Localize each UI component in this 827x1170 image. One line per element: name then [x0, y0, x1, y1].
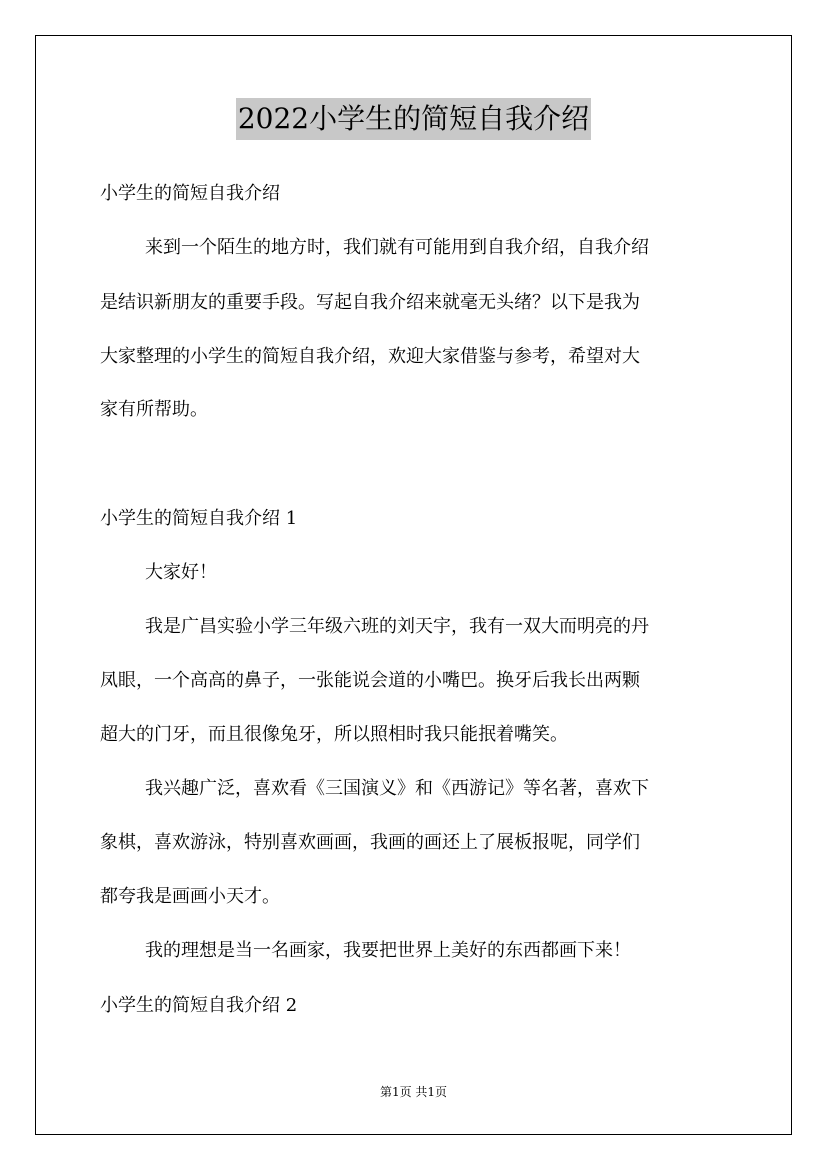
- paragraph-line: 凤眼，一个高高的鼻子，一张能说会道的小嘴巴。换牙后我长出两颗: [100, 670, 640, 691]
- intro-heading: 小学生的简短自我介绍: [100, 183, 280, 204]
- document-title: 2022小学生的简短自我介绍: [236, 98, 591, 140]
- paragraph-line: 大家整理的小学生的简短自我介绍，欢迎大家借鉴与参考，希望对大: [100, 346, 640, 367]
- paragraph-line: 来到一个陌生的地方时，我们就有可能用到自我介绍，自我介绍: [145, 237, 649, 258]
- paragraph-line: 是结识新朋友的重要手段。写起自我介绍来就毫无头绪？以下是我为: [100, 292, 640, 313]
- paragraph-line: 我兴趣广泛，喜欢看《三国演义》和《西游记》等名著，喜欢下: [145, 778, 649, 799]
- section-heading-1: 小学生的简短自我介绍 1: [100, 508, 298, 529]
- paragraph-line: 象棋，喜欢游泳，特别喜欢画画，我画的画还上了展板报呢，同学们: [100, 832, 640, 853]
- paragraph-line: 家有所帮助。: [100, 399, 208, 420]
- paragraph-line: 大家好！: [145, 562, 217, 583]
- paragraph-line: 我的理想是当一名画家，我要把世界上美好的东西都画下来！: [145, 940, 631, 961]
- paragraph-line: 都夸我是画画小天才。: [100, 886, 280, 907]
- title-container: [0, 98, 827, 140]
- section-heading-2: 小学生的简短自我介绍 2: [100, 995, 298, 1016]
- page-footer: 第1页 共1页: [379, 1085, 448, 1099]
- paragraph-line: 超大的门牙，而且很像兔牙，所以照相时我只能抿着嘴笑。: [100, 724, 568, 745]
- paragraph-line: 我是广昌实验小学三年级六班的刘天宇，我有一双大而明亮的丹: [145, 616, 649, 637]
